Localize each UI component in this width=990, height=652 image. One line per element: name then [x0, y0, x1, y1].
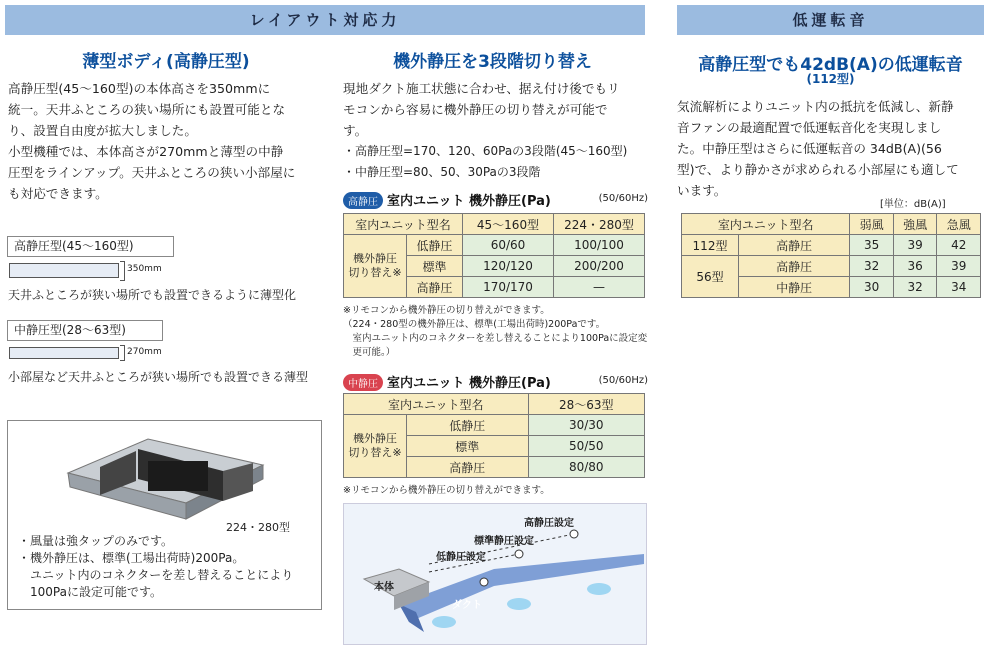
text-line: 音ファンの最適配置で低運転音化を実現しまし [677, 120, 942, 135]
table2-heading [343, 372, 648, 391]
table-cell: 30/30 [528, 415, 644, 436]
table-cell: 80/80 [528, 457, 644, 478]
table-header: 急風 [937, 214, 981, 235]
group-line: 機外静圧 [353, 252, 397, 265]
high-static-unit-shape [9, 263, 119, 278]
col1-title: 薄型ボディ(高静圧型) [82, 52, 250, 72]
group-line: 切り替え※ [348, 266, 402, 279]
table-cell: 34 [937, 277, 981, 298]
duct-diagram [343, 503, 647, 645]
col3-intro [677, 96, 987, 201]
mid-static-label: 中静圧型(28〜63型) [7, 320, 163, 341]
group-line: 切り替え※ [348, 446, 402, 459]
col1-intro [8, 78, 328, 204]
table1-hz: (50/60Hz) [598, 193, 648, 204]
high-static-caption: 天井ふところが狭い場所でも設置できるように薄型化 [8, 288, 297, 302]
note-line: ・機外静圧は、標準(工場出荷時)200Pa。 [18, 551, 245, 565]
table-header: 強風 [893, 214, 937, 235]
duct-illustration [344, 504, 646, 644]
table-group-label [344, 415, 407, 478]
row-label: 高静圧 [739, 256, 850, 277]
note-line: ユニット内のコネクターを差し替えることにより [18, 568, 294, 582]
dimension-bracket [120, 345, 125, 361]
row-label: 低静圧 [407, 235, 463, 256]
mid-static-dim: 270mm [127, 347, 162, 357]
note-line: 室内ユニット内のコネクターを差し替えることにより100Paに設定変 [343, 333, 648, 344]
table-high-static [343, 213, 645, 298]
banner-layout: レイアウト対応力 [5, 5, 645, 35]
high-static-label: 高静圧型(45〜160型) [7, 236, 174, 257]
table2-hz: (50/60Hz) [598, 375, 648, 386]
row-label: 低静圧 [407, 415, 529, 436]
table-cell: 39 [893, 235, 937, 256]
row-label: 高静圧 [407, 457, 529, 478]
table-cell: 39 [937, 256, 981, 277]
row-label: 標準 [407, 256, 463, 277]
table-cell: 120/120 [463, 256, 554, 277]
badge-high-static: 高静圧 [343, 192, 383, 209]
label-high-setting: 高静圧設定 [524, 518, 574, 529]
table-noise [681, 213, 981, 298]
text-line: り、設置自由度が拡大しました。 [8, 123, 197, 138]
table-cell: 100/100 [554, 235, 645, 256]
label-low-setting: 低静圧設定 [436, 552, 486, 563]
table-cell: 60/60 [463, 235, 554, 256]
text-line: も対応できます。 [8, 186, 108, 201]
table1-title: 室内ユニット 機外静圧(Pa) [387, 194, 551, 209]
product-photo-box [7, 420, 322, 610]
table-header: 28〜63型 [528, 394, 644, 415]
label-body: 本体 [374, 582, 394, 593]
text-line: モコンから容易に機外静圧の切り替えが可能で [343, 102, 608, 117]
list-item: ・中静圧型=80、50、30Paの3段階 [343, 165, 541, 179]
text-line: います。 [677, 183, 727, 198]
table-cell: 170/170 [463, 277, 554, 298]
table2-title: 室内ユニット 機外静圧(Pa) [387, 376, 551, 391]
photo-caption: 224・280型 [226, 521, 290, 534]
table1-heading [343, 190, 648, 209]
badge-mid-static: 中静圧 [343, 374, 383, 391]
table-cell: — [554, 277, 645, 298]
col2-title: 機外静圧を3段階切り替え [393, 52, 592, 72]
table-cell: 42 [937, 235, 981, 256]
table-cell: 30 [850, 277, 894, 298]
table-header: 室内ユニット型名 [344, 214, 463, 235]
table-cell: 50/50 [528, 436, 644, 457]
table-cell: 35 [850, 235, 894, 256]
text-line: 気流解析によりユニット内の抵抗を低減し、新静 [677, 99, 954, 114]
note-line: （224・280型の機外静圧は、標準(工場出荷時)200Paです。 [343, 319, 606, 330]
note-line: 更可能。） [343, 347, 396, 358]
table-header: 室内ユニット型名 [344, 394, 529, 415]
model-cell: 56型 [682, 256, 739, 298]
table-header: 45〜160型 [463, 214, 554, 235]
table-cell: 36 [893, 256, 937, 277]
col2-intro [343, 78, 648, 183]
text-line: 小型機種では、本体高さが270mmと薄型の中静 [8, 144, 284, 159]
note-line: ・風量は強タップのみです。 [18, 534, 174, 548]
text-line: 統一。天井ふところの狭い場所にも設置可能とな [8, 102, 286, 117]
table-header: 弱風 [850, 214, 894, 235]
col3-subtitle: (112型) [806, 72, 855, 86]
text-line: 型)で、より静かさが求められる小部屋にも適して [677, 162, 959, 177]
table-mid-static [343, 393, 645, 478]
label-duct: ダクト [452, 600, 482, 611]
row-label: 高静圧 [739, 235, 850, 256]
text-line: 現地ダクト施工状態に合わせ、据え付け後でもリ [343, 81, 620, 96]
group-line: 機外静圧 [353, 432, 397, 445]
unit-label: [単位：dB(A)] [880, 199, 946, 210]
dimension-bracket [120, 261, 125, 281]
text-line: す。 [343, 123, 368, 138]
label-std-setting: 標準静圧設定 [474, 536, 534, 547]
table-cell: 32 [850, 256, 894, 277]
table-group-label [344, 235, 407, 298]
table-header: 224・280型 [554, 214, 645, 235]
note-line: 100Paに設定可能です。 [18, 585, 162, 599]
table-cell: 32 [893, 277, 937, 298]
banner-noise: 低運転音 [677, 5, 984, 35]
table-header: 室内ユニット型名 [682, 214, 850, 235]
text-line: 圧型をラインアップ。天井ふところの狭い小部屋に [8, 165, 296, 180]
text-line: た。中静圧型はさらに低運転音の 34dB(A)(56 [677, 141, 942, 156]
high-static-dim: 350mm [127, 264, 162, 274]
table2-note: ※リモコンから機外静圧の切り替えができます。 [343, 485, 550, 496]
mid-static-caption: 小部屋など天井ふところが狭い場所でも設置できる薄型 [8, 370, 309, 384]
model-cell: 112型 [682, 235, 739, 256]
note-line: ※リモコンから機外静圧の切り替えができます。 [343, 305, 550, 316]
row-label: 中静圧 [739, 277, 850, 298]
table-cell: 200/200 [554, 256, 645, 277]
photo-notes [18, 533, 318, 601]
table1-notes [343, 304, 648, 360]
text-line: 高静圧型(45〜160型)の本体高さを350mmに [8, 81, 271, 96]
row-label: 高静圧 [407, 277, 463, 298]
mid-static-unit-shape [9, 347, 119, 359]
list-item: ・高静圧型=170、120、60Paの3段階(45〜160型) [343, 144, 628, 158]
row-label: 標準 [407, 436, 529, 457]
col3-title: 高静圧型でも42dB(A)の低運転音 [698, 55, 963, 75]
ducted-unit-image [8, 421, 321, 531]
